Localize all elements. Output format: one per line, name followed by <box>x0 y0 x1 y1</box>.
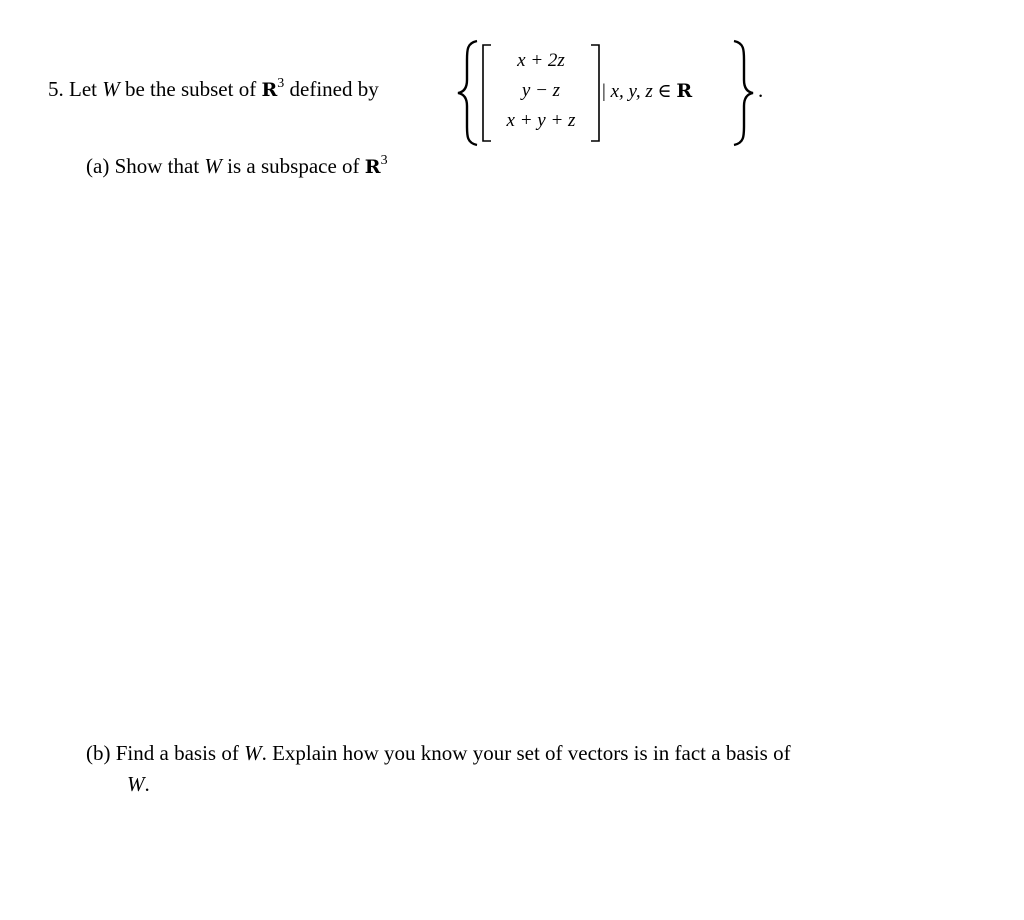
part-b-line2-end: . <box>144 772 150 796</box>
part-b-var: W <box>244 741 262 765</box>
right-matrix-bracket <box>589 44 601 142</box>
condition-in: ∈ <box>652 81 677 102</box>
real-space-symbol: R <box>261 79 278 101</box>
set-period: . <box>758 78 764 102</box>
part-a-text-1: Show that <box>109 154 205 178</box>
condition-bar: | <box>602 81 606 102</box>
part-a <box>86 153 388 180</box>
part-a-text-2: is a subspace of <box>221 154 365 178</box>
right-curly-brace <box>730 38 756 148</box>
matrix-entry-2: y − z <box>521 80 561 101</box>
problem-number: 5. <box>48 77 64 101</box>
part-b-text-2: . Explain how you know your set of vectors is in fact a basis of <box>261 741 791 765</box>
condition-real-symbol: R <box>676 80 693 102</box>
part-b-line2-var: W <box>127 772 145 796</box>
matrix-entry-1: x + 2z <box>517 50 565 71</box>
part-b-label: (b) <box>86 741 111 765</box>
intro-text-2: be the subset of <box>119 77 262 101</box>
part-a-label: (a) <box>86 154 110 178</box>
part-b-continuation <box>127 771 150 797</box>
left-curly-brace <box>455 38 481 148</box>
intro-text-3: defined by <box>284 77 379 101</box>
part-a-exponent: 3 <box>380 153 388 168</box>
space-exponent: 3 <box>277 76 285 91</box>
part-b-text-1: Find a basis of <box>110 741 245 765</box>
set-condition <box>602 78 692 105</box>
set-definition <box>455 38 765 148</box>
problem-statement <box>48 76 379 103</box>
matrix-entry-3: x + y + z <box>506 110 576 131</box>
part-b <box>86 740 791 766</box>
condition-vars: x, y, z <box>610 81 653 102</box>
part-a-var: W <box>204 154 222 178</box>
intro-text-1: Let <box>69 77 103 101</box>
part-a-real-symbol: R <box>364 156 381 178</box>
var-w: W <box>102 77 120 101</box>
